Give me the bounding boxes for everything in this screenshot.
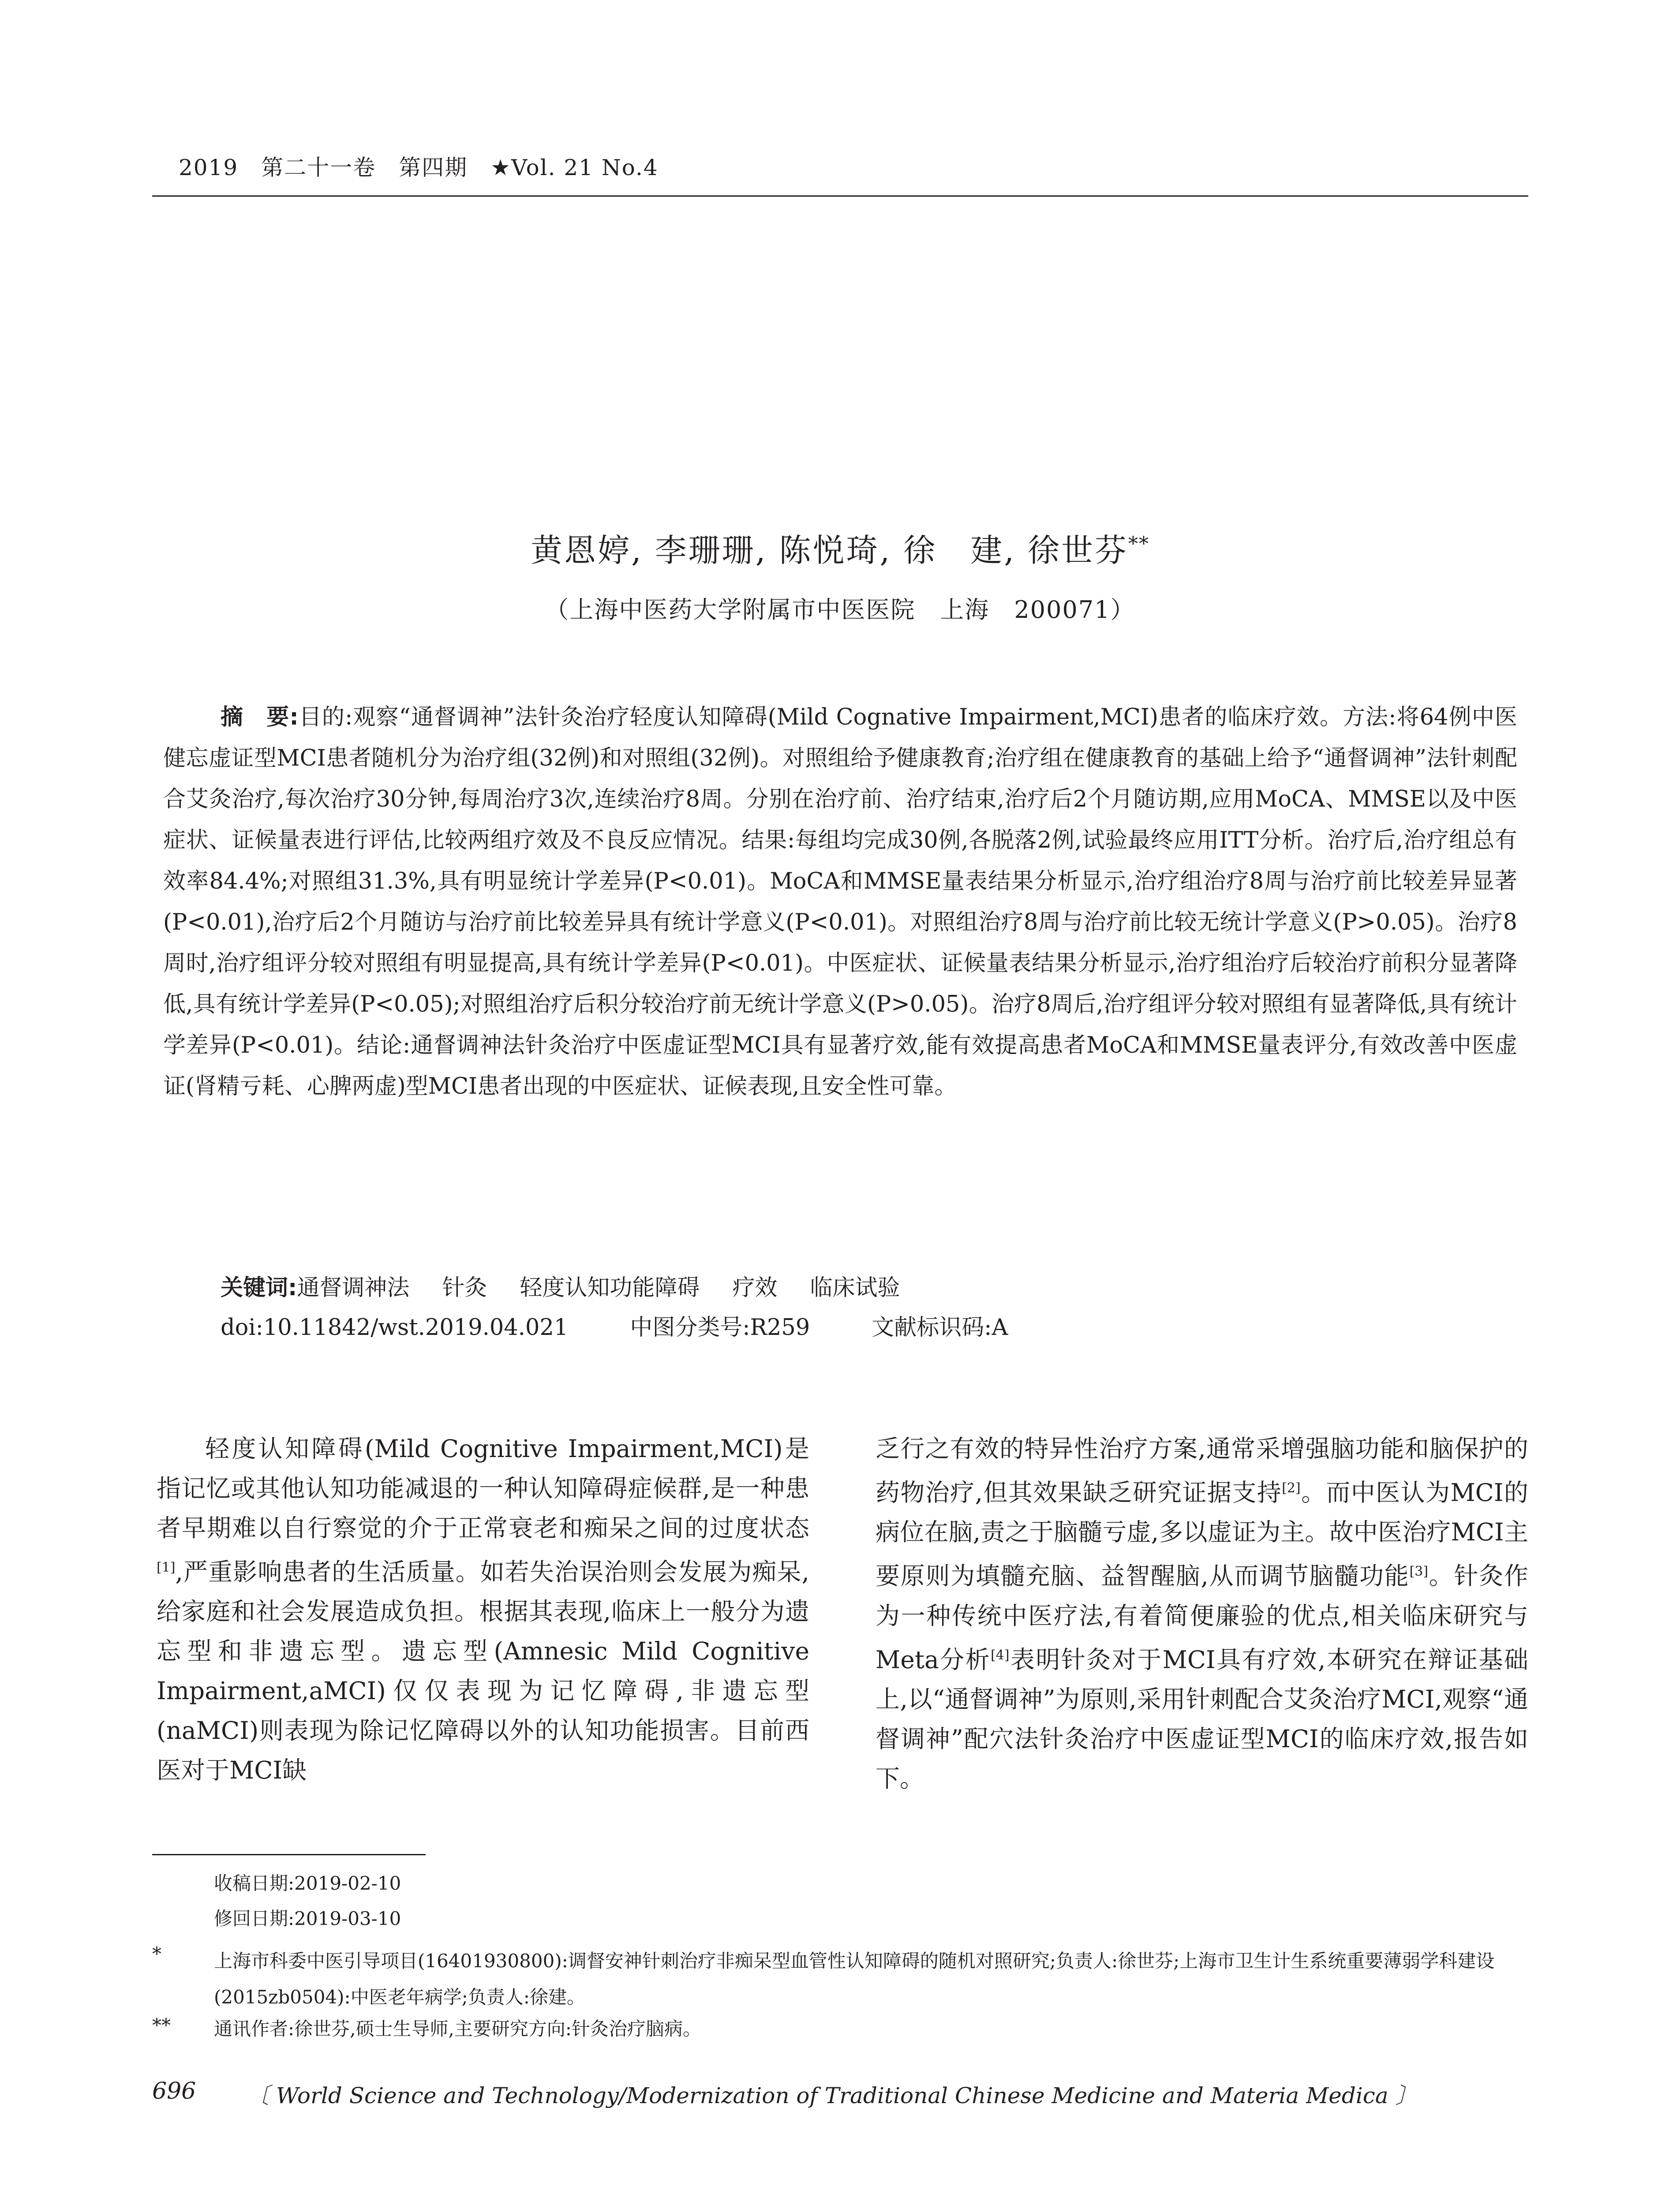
keyword: 临床试验 [810, 1275, 900, 1301]
affiliation: （上海中医药大学附属市中医医院 上海 200071） [545, 596, 1135, 624]
revised-date: 修回日期:2019-03-10 [214, 1908, 401, 1929]
body-text: 轻度认知障碍(Mild Cognitive Impairment,MCI)是指记忆或其他认知功能减退的一种认知障碍症候群,是一种患者早期难以自行察觉的介于正常衰老和痴呆之间的过度状态 [157, 1435, 809, 1542]
author-names: 黄恩婷, 李珊珊, 陈悦琦, 徐 建, 徐世芬 [530, 532, 1129, 569]
header-year: 2019 [179, 155, 239, 180]
corresponding-mark: ** [1128, 533, 1150, 555]
keywords-label: 关键词: [221, 1275, 297, 1301]
fund-footnote: 上海市科委中医引导项目(16401930800):调督安神针刺治疗非痴呆型血管性认知障碍的随机对照研究;负责人:徐世芬;上海市卫生计生系统重要薄弱学科建设(2015zb0504):中医老年病学;负责人:徐建。 [214, 1950, 1495, 2008]
keywords [221, 1269, 932, 1302]
citation-ref: [4] [991, 1647, 1010, 1663]
keyword: 通督调神法 [297, 1275, 410, 1301]
document-code: 文献标识码:A [872, 1315, 1008, 1341]
clc-number: 中图分类号:R259 [630, 1315, 810, 1341]
keyword: 针灸 [442, 1275, 487, 1301]
citation-ref: [1] [157, 1560, 176, 1575]
abstract [163, 697, 1517, 1107]
body-column-left [157, 1429, 809, 1790]
fund-footnote-mark: * [152, 1943, 161, 1965]
keyword: 疗效 [732, 1275, 778, 1301]
corresponding-footnote-mark: ** [152, 2014, 171, 2036]
doi: doi:10.11842/wst.2019.04.021 [221, 1315, 569, 1341]
body-paragraph [157, 1429, 809, 1790]
journal-name: 〔 World Science and Technology/Modernization of Traditional Chinese Medicine and Materia Medica 〕 [247, 2083, 1418, 2108]
body-text: 表明针灸对于MCI具有疗效,本研究在辩证基础上,以“通督调神”为原则,采用针刺配合艾灸治疗MCI,观察“通督调神”配穴法针灸治疗中医虚证型MCI的临床疗效,报告如下。 [876, 1645, 1528, 1793]
citation-ref: [2] [1282, 1480, 1301, 1496]
header-rule [152, 195, 1528, 197]
citation-ref: [3] [1409, 1564, 1429, 1580]
abstract-label: 摘 要: [221, 704, 299, 730]
body-column-right [876, 1429, 1528, 1798]
article-meta [221, 1309, 1070, 1342]
abstract-text: 目的:观察“通督调神”法针灸治疗轻度认知障碍(Mild Cognative Impairment,MCI)患者的临床疗效。方法:将64例中医健忘虚证型MCI患者随机分为治疗组(32例)和对照组(32例)。对照组给予健康教育;治疗组在健康教育的基础上给予“通督调神”法针刺配合艾灸治疗,每次治疗30分钟,每周治疗3次,连续治疗8周。分别在治疗前、治疗结束,治疗后2个月随访期,应用MoCA、MMSE以及中医症状、证候量表进行评估,比较两组疗效及不良反应情况。结果:每组均完成30例,各脱落2例,试验最终应用ITT分析。治疗后,治疗组总有效率84.4%;对照组31.3%,具有明显统计学差异(P<0.01)。MoCA和MMSE量表结果分析显示,治疗组治疗8周与治疗前比较差异显著(P<0.01),治疗后2个月随访与治疗前比较差异具有统计学意义(P<0.01)。对照组治疗8周与治疗前比较无统计学意义(P>0.05)。治疗8周时,治疗组评分较对照组有明显提高,具有统计学差异(P<0.01)。中医症状、证候量表结果分析显示,治疗组治疗后较治疗前积分显著降低,具有统计学差异(P<0.05);对照组治疗后积分较治疗前无统计学意义(P>0.05)。治疗8周后,治疗组评分较对照组有显著降低,具有统计学差异(P<0.01)。结论:通督调神法针灸治疗中医虚证型MCI具有显著疗效,能有效提高患者MoCA和MMSE量表评分,有效改善中医虚证(肾精亏耗、心脾两虚)型MCI患者出现的中医症状、证候表现,且安全性可靠。 [163, 704, 1517, 1099]
running-header [179, 150, 681, 182]
corresponding-author-footnote: 通讯作者:徐世芬,硕士生导师,主要研究方向:针灸治疗脑病。 [214, 2018, 702, 2040]
body-paragraph [876, 1429, 1528, 1798]
body-text: 。针灸作为一种传统中医疗法,有着简便廉验的优点,相关临床研究与Meta分析 [876, 1562, 1528, 1674]
header-volume-cn: 第二十一卷 [261, 155, 376, 180]
keyword: 轻度认知功能障碍 [520, 1275, 700, 1301]
received-date: 收稿日期:2019-02-10 [214, 1872, 401, 1894]
header-volume-en: ★Vol. 21 No.4 [490, 155, 659, 180]
header-issue-cn: 第四期 [399, 155, 468, 180]
page-number: 696 [152, 2078, 196, 2104]
author-list [0, 525, 1680, 571]
footnote-rule [152, 1854, 426, 1855]
body-text: 。而中医认为MCI的病位在脑,责之于脑髓亏虚,多以虚证为主。故中医治疗MCI主要原则为填髓充脑、益智醒脑,从而调节脑髓功能 [876, 1478, 1529, 1590]
body-text: ,严重影响患者的生活质量。如若失治误治则会发展为痴呆,给家庭和社会发展造成负担。根据其表现,临床上一般分为遗忘型和非遗忘型。遗忘型(Amnesic Mild Cognitive Impairment,aMCI)仅仅表现为记忆障碍,非遗忘型(naMCI)则表现为除记忆障碍以外的认知功能损害。目前西医对于MCI缺 [157, 1558, 809, 1785]
body-text: 乏行之有效的特异性治疗方案,通常采增强脑功能和脑保护的药物治疗,但其效果缺乏研究证据支持 [876, 1435, 1528, 1507]
